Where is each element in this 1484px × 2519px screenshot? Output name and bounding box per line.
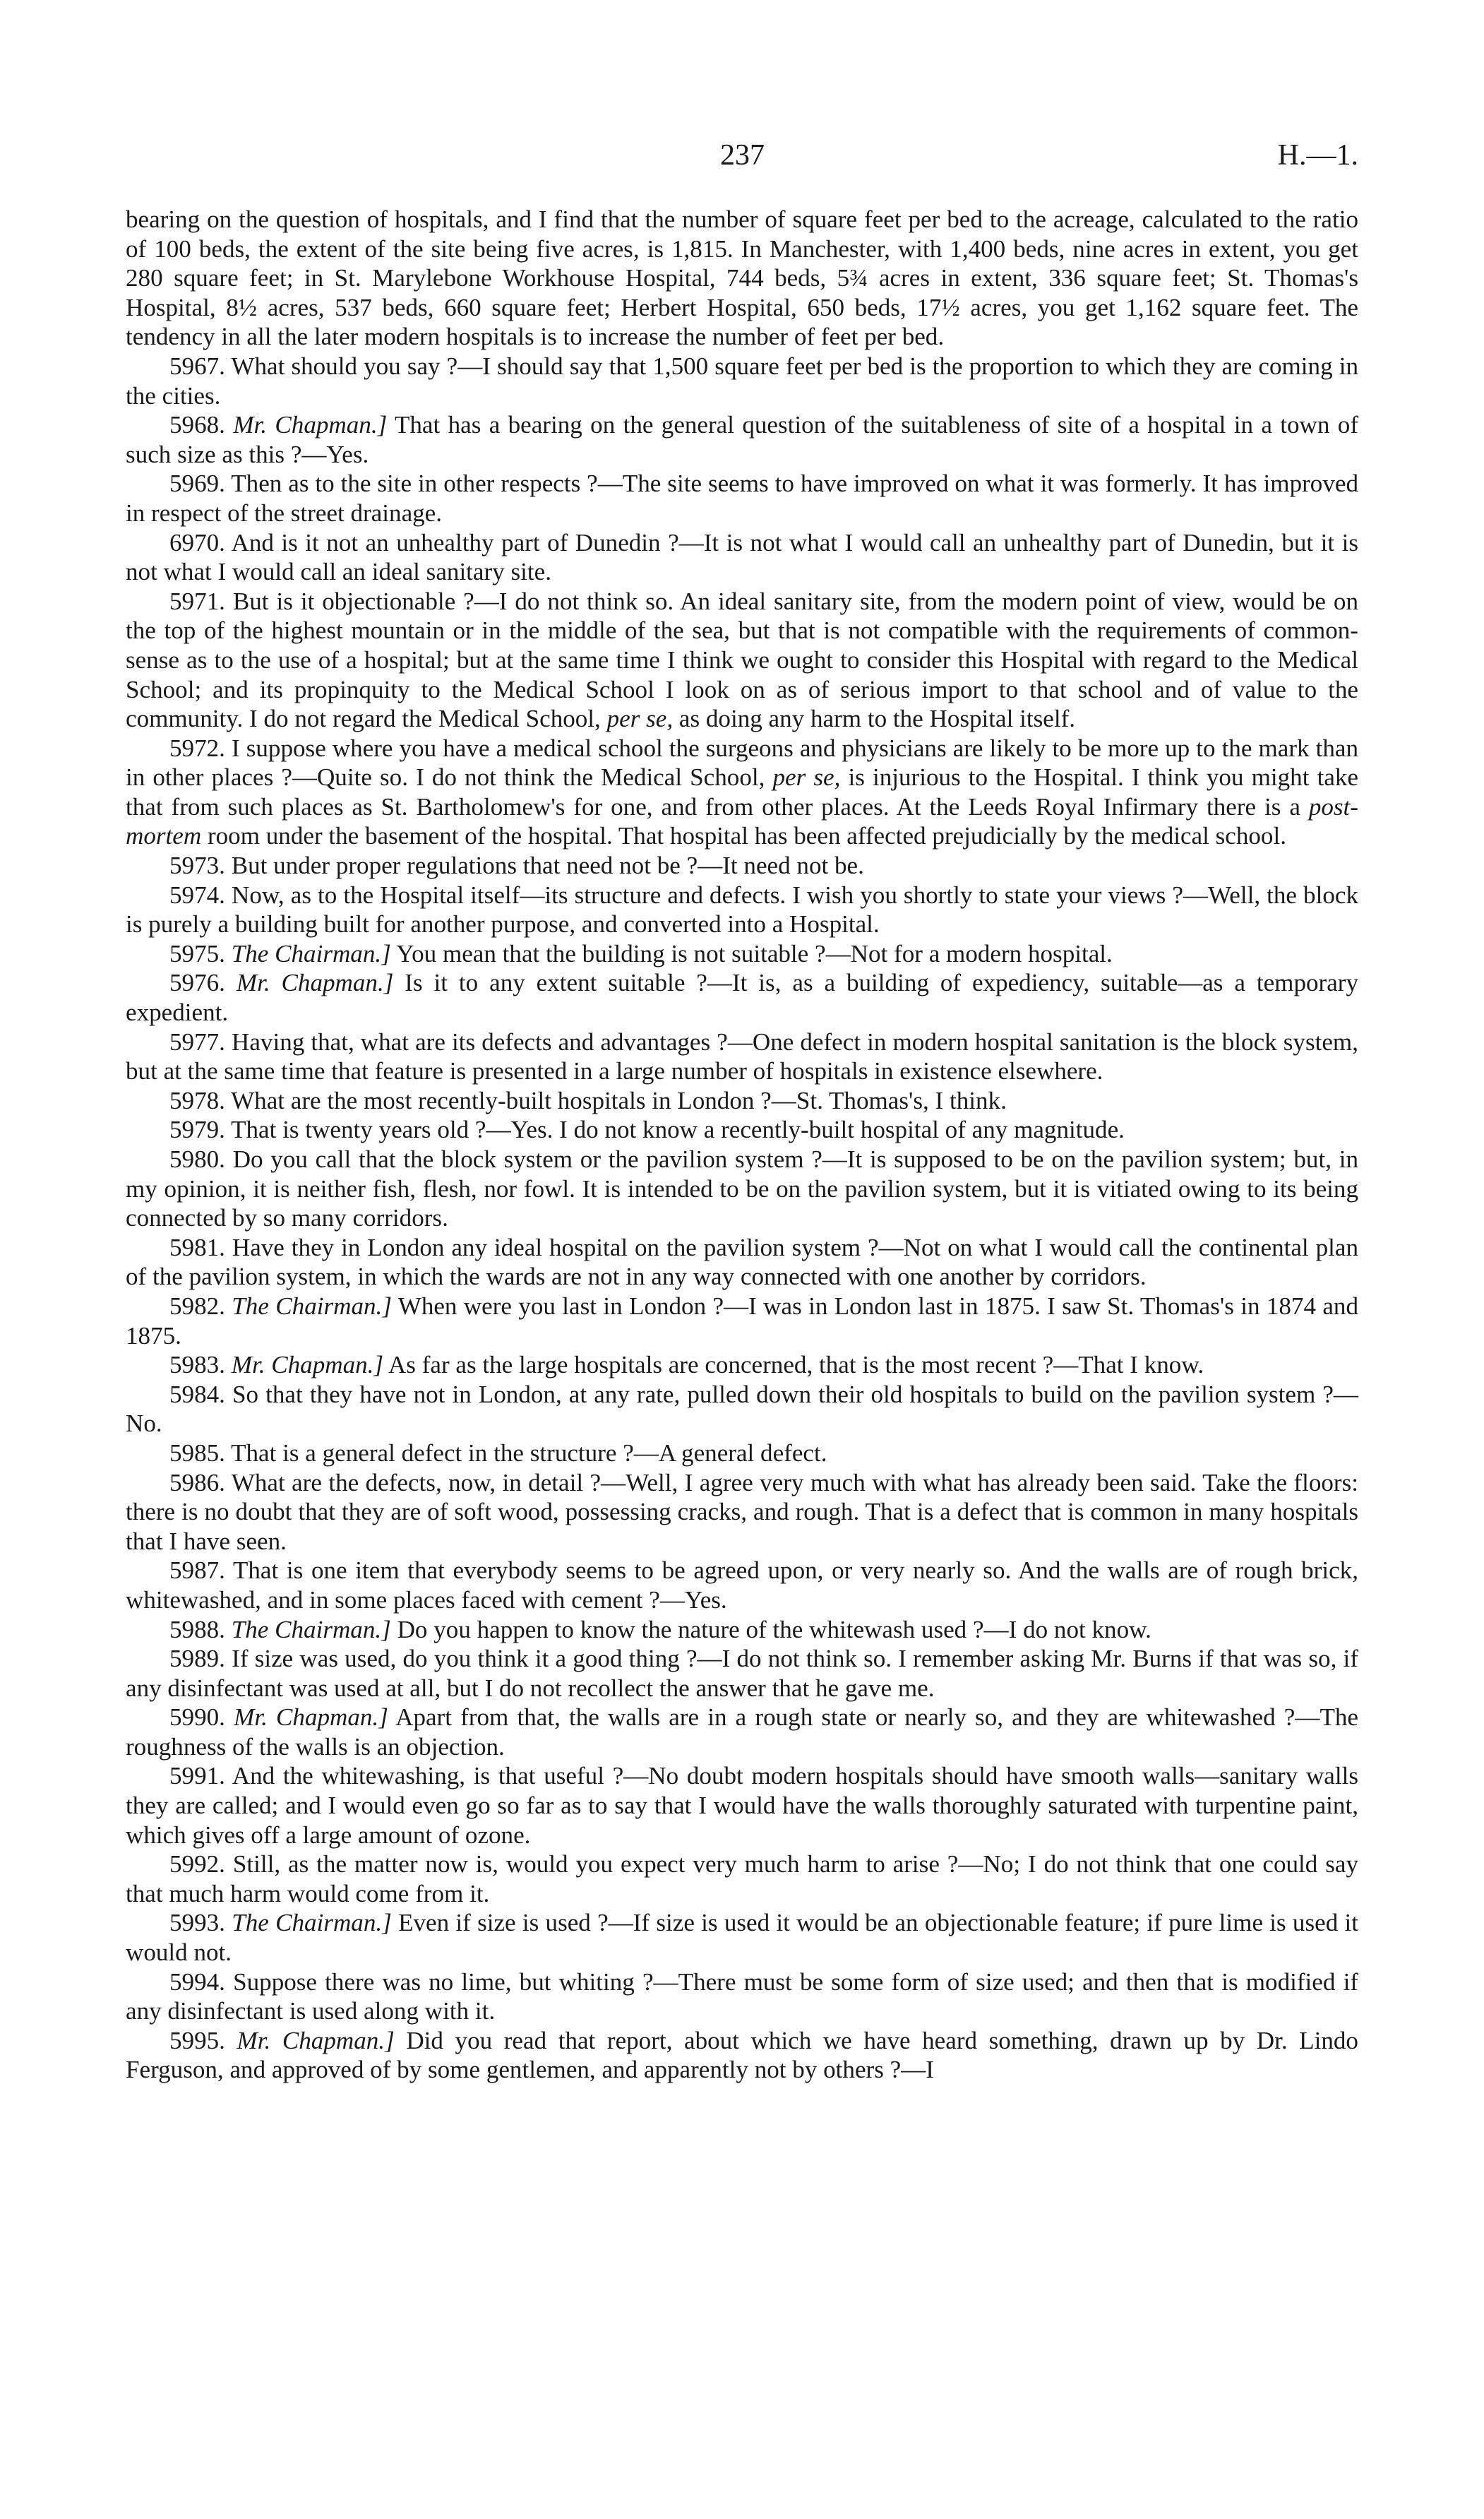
testimony-body (126, 205, 1358, 2085)
paragraph-text: And the whitewashing, is that useful ?—No doubt modern hospitals should have smooth walls—sanitary walls they are called; and I would even go so far as to say that I would have the walls thoroughly saturated with turpentine paint, which gives off a large amount of ozone. (126, 1762, 1358, 1849)
paragraph-text: Do you happen to know the nature of the whitewash used ?—I do not know. (397, 1615, 1151, 1643)
paragraph-text: If size was used, do you think it a good thing ?—I do not think so. I remember asking Mr. Burns if that was so, if any disinfectant was used at all, but I do not recollect the answer that he gave me. (126, 1645, 1358, 1702)
question-paragraph (126, 1380, 1358, 1439)
question-paragraph (126, 939, 1358, 969)
italic-phrase: per se, (606, 705, 674, 733)
paragraph-text: I suppose where you have a medical school the surgeons and physicians are likely to be more up to the mark than in other places ?—Quite so. I do not think the Medical School, (126, 734, 1358, 792)
paragraph-text: But under proper regulations that need not be ?—It need not be. (231, 852, 864, 880)
question-number: 5975. (169, 939, 225, 967)
question-paragraph (126, 851, 1358, 881)
question-paragraph (126, 352, 1358, 410)
paragraph-text: What are the defects, now, in detail ?—Well, I agree very much with what has already been said. Take the floors: there is no doubt that they are of soft wood, possessing cracks, and rough. That is a defect that is common in many hospitals that I have seen. (126, 1468, 1359, 1555)
paragraph-text: But is it objectionable ?—I do not think so. An ideal sanitary site, from the modern point of view, would be on the top of the highest mountain or in the middle of the sea, but that is not compatible with the requirements of common-sense as to the use of a hospital; but at the same time I think we ought to consider this Hospital with regard to the Medical School; and its propinquity to the Medical School I look on as of serious import to that school and of value to the community. I do not regard the Medical School, (126, 587, 1358, 733)
continued-paragraph (126, 205, 1358, 352)
paragraph-text: bearing on the question of hospitals, and I find that the number of square feet per bed to the acreage, calculated to the ratio of 100 beds, the extent of the site being five acres, is 1,815. In Manchester, with 1,400 beds, nine acres in extent, you get 280 square feet; in St. Marylebone Workhouse Hospital, 744 beds, 5¾ acres in extent, 336 square feet; St. Thomas's Hospital, 8½ acres, 537 beds, 660 square feet; Herbert Hospital, 650 beds, 17½ acres, you get 1,162 square feet. The tendency in all the later modern hospitals is to increase the number of feet per bed. (126, 206, 1358, 351)
question-number: 5981. (169, 1233, 225, 1261)
question-number: 5983. (169, 1351, 225, 1379)
question-paragraph (126, 469, 1358, 528)
question-paragraph (126, 587, 1358, 734)
question-number: 5978. (169, 1086, 225, 1114)
speaker-label: Mr. Chapman.] (234, 1703, 388, 1732)
question-number: 6970. (169, 528, 225, 556)
question-number: 5990. (169, 1703, 225, 1732)
question-number: 5982. (169, 1292, 225, 1320)
speaker-label: Mr. Chapman.] (231, 1351, 384, 1379)
question-paragraph (126, 881, 1358, 939)
paragraph-text: Apart from that, the walls are in a rough state or nearly so, and they are whitewashed ?—The roughness of the walls is an objection. (126, 1703, 1358, 1761)
paragraph-text: You mean that the building is not suitable ?—Not for a modern hospital. (396, 939, 1113, 967)
section-reference: H.—1. (1277, 139, 1358, 172)
question-number: 5995. (169, 2026, 225, 2054)
speaker-label: The Chairman.] (232, 1909, 392, 1937)
paragraph-text: What are the most recently-built hospitals in London ?—St. Thomas's, I think. (231, 1086, 1007, 1114)
question-number: 5993. (169, 1909, 225, 1937)
question-paragraph (126, 1439, 1358, 1468)
speaker-label: Mr. Chapman.] (233, 411, 388, 439)
paragraph-text: Having that, what are its defects and advantages ?—One defect in modern hospital sanitation is the block system, but at the same time that feature is presented in a large number of hospitals in existence elsewhere. (126, 1028, 1358, 1085)
paragraph-text: What should you say ?—I should say that 1,500 square feet per bed is the proportion to which they are coming in the cities. (126, 352, 1359, 410)
question-paragraph (126, 1761, 1358, 1850)
italic-phrase: per se, (772, 763, 841, 792)
speaker-label: The Chairman.] (231, 1615, 391, 1643)
question-number: 5976. (169, 969, 225, 997)
paragraph-text: As far as the large hospitals are concerned, that is the most recent ?—That I know. (388, 1351, 1204, 1379)
paragraph-text: Did you read that report, about which we have heard something, drawn up by Dr. Lindo Ferguson, and approved of by some gentlemen, and apparently not by others ?—I (126, 2026, 1358, 2084)
paragraph-text: That is twenty years old ?—Yes. I do not know a recently-built hospital of any magnitude. (231, 1116, 1125, 1144)
question-number: 5969. (169, 470, 225, 498)
question-number: 5987. (169, 1556, 225, 1585)
paragraph-text: Then as to the site in other respects ?—The site seems to have improved on what it was formerly. It has improved in respect of the street drainage. (126, 470, 1358, 527)
paragraph-text: That has a bearing on the general question of the suitableness of site of a hospital in a town of such size as this ?—Yes. (126, 411, 1358, 468)
question-number: 5979. (169, 1116, 225, 1144)
question-paragraph (126, 410, 1358, 469)
paragraph-text: That is a general defect in the structure ?—A general defect. (231, 1439, 827, 1467)
question-paragraph (126, 1292, 1358, 1350)
question-paragraph (126, 1350, 1358, 1380)
question-paragraph (126, 1967, 1358, 2026)
question-number: 5977. (169, 1028, 225, 1056)
question-paragraph (126, 734, 1358, 851)
paragraph-text: Still, as the matter now is, would you expect very much harm to arise ?—No; I do not think that one could say that much harm would come from it. (126, 1850, 1358, 1907)
paragraph-text: That is one item that everybody seems to be agreed upon, or very nearly so. And the walls are of rough brick, whitewashed, and in some places faced with cement ?—Yes. (126, 1556, 1358, 1614)
paragraph-text: Now, as to the Hospital itself—its structure and defects. I wish you shortly to state your views ?—Well, the block is purely a building built for another purpose, and converted into a Hospital. (126, 881, 1358, 939)
paragraph-text: And is it not an unhealthy part of Dunedin ?—It is not what I would call an unhealthy part of Dunedin, but it is not what I would call an ideal sanitary site. (126, 528, 1358, 586)
question-number: 5986. (169, 1468, 225, 1496)
question-number: 5985. (169, 1439, 225, 1467)
paragraph-text: Even if size is used ?—If size is used it would be an objectionable feature; if pure lime is used it would not. (126, 1909, 1358, 1967)
question-paragraph (126, 2026, 1358, 2085)
question-number: 5971. (169, 587, 225, 615)
speaker-label: The Chairman.] (231, 939, 391, 967)
question-number: 5968. (169, 411, 225, 439)
question-number: 5973. (169, 852, 225, 880)
speaker-label: Mr. Chapman.] (236, 969, 394, 997)
question-number: 5994. (169, 1967, 225, 1996)
question-paragraph (126, 1644, 1358, 1703)
question-number: 5988. (169, 1615, 225, 1643)
italic-phrase: post-mortem (126, 792, 1358, 850)
paragraph-text: Do you call that the block system or the pavilion system ?—It is supposed to be on the pavilion system; but, in my opinion, it is neither fish, flesh, nor fowl. It is intended to be on the pavilion system, but it is vitiated owing to its being connected by so many corridors. (126, 1145, 1358, 1232)
question-paragraph (126, 528, 1358, 587)
question-paragraph (126, 1703, 1358, 1761)
question-number: 5989. (169, 1645, 225, 1673)
paragraph-text: So that they have not in London, at any rate, pulled down their old hospitals to build on the pavilion system ?—No. (126, 1380, 1358, 1438)
question-paragraph (126, 1850, 1358, 1908)
question-number: 5984. (169, 1380, 225, 1408)
question-number: 5972. (169, 734, 225, 762)
paragraph-text: Is it to any extent suitable ?—It is, as a building of expediency, suitable—as a temporary expedient. (126, 969, 1358, 1027)
question-paragraph (126, 1908, 1358, 1967)
paragraph-text-continued: room under the basement of the hospital. That hospital has been affected prejudicially by the medical school. (201, 822, 1286, 850)
question-paragraph (126, 1468, 1358, 1556)
question-paragraph (126, 968, 1358, 1027)
paragraph-text: Have they in London any ideal hospital on the pavilion system ?—Not on what I would call the continental plan of the pavilion system, in which the wards are not in any way connected with one another by corridors. (126, 1233, 1358, 1291)
paragraph-text-continued: as doing any harm to the Hospital itself. (673, 705, 1076, 733)
question-paragraph (126, 1115, 1358, 1145)
question-number: 5992. (169, 1850, 225, 1878)
question-paragraph (126, 1233, 1358, 1292)
page-number: 237 (720, 139, 765, 172)
speaker-label: Mr. Chapman.] (237, 2026, 395, 2054)
question-number: 5991. (169, 1762, 225, 1790)
question-paragraph (126, 1145, 1358, 1233)
paragraph-text: Suppose there was no lime, but whiting ?—There must be some form of size used; and then that is modified if any disinfectant is used along with it. (126, 1967, 1358, 2025)
question-number: 5967. (169, 352, 225, 380)
question-paragraph (126, 1556, 1358, 1614)
paragraph-text: When were you last in London ?—I was in London last in 1875. I saw St. Thomas's in 1874 and 1875. (126, 1292, 1359, 1350)
speaker-label: The Chairman.] (232, 1292, 392, 1320)
paragraph-text-continued: is injurious to the Hospital. I think you might take that from such places as St. Bartholomew's for one, and from other places. At the Leeds Royal Infirmary there is a (126, 763, 1358, 821)
question-number: 5974. (169, 881, 225, 909)
question-paragraph (126, 1615, 1358, 1645)
question-paragraph (126, 1086, 1358, 1116)
question-number: 5980. (169, 1145, 225, 1173)
question-paragraph (126, 1028, 1358, 1086)
